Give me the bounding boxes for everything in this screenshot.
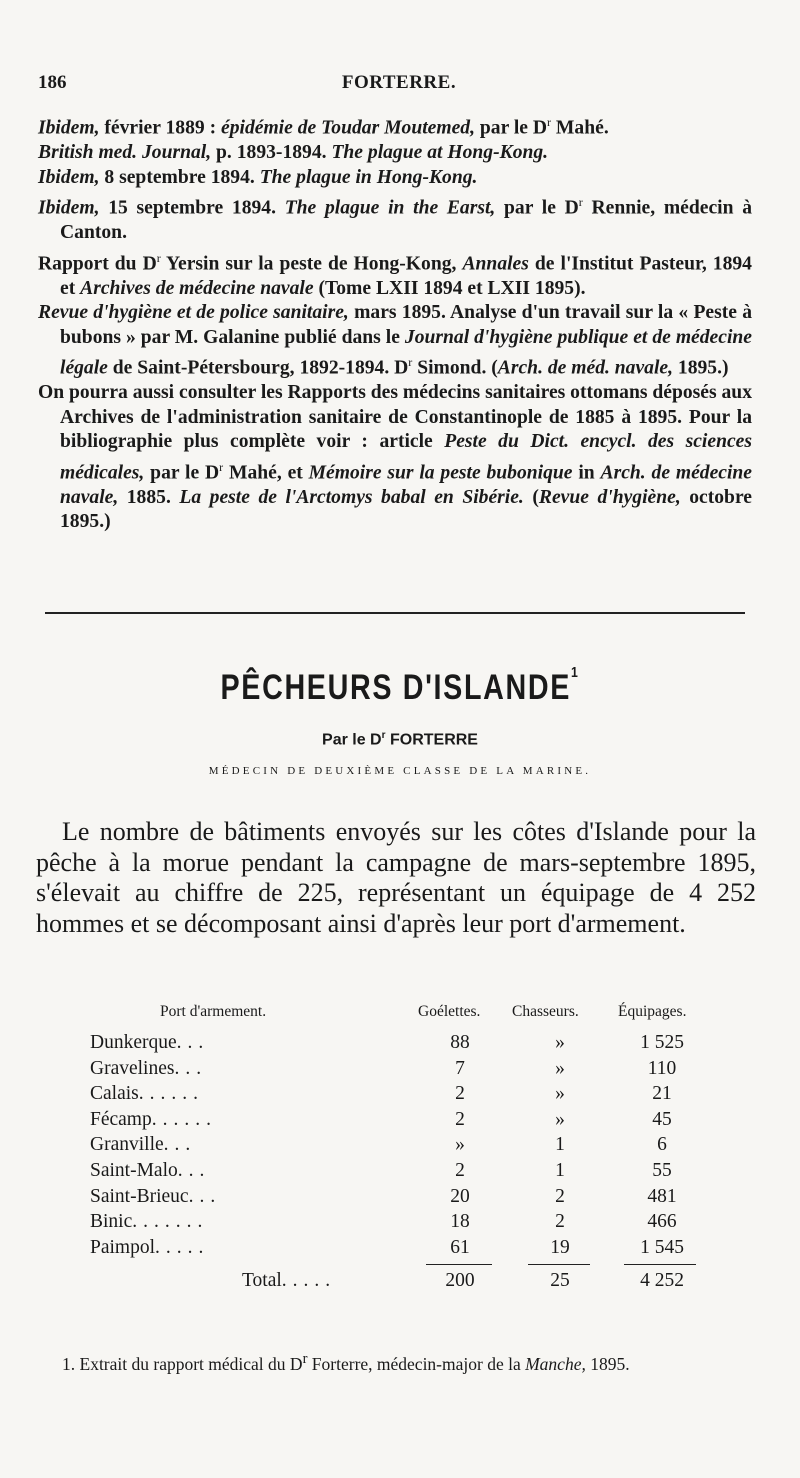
bibliography-text: mars 1895. Analyse d'un travail sur la « Peste à bubons » par M. Galanine publié dans le [60, 302, 753, 348]
bibliography-text: de Saint-Pétersbourg, 1892-1894. D [107, 357, 409, 379]
bibliography-text: Revue d'hygiène et de police sanitaire, [38, 302, 349, 324]
bibliography-text: 1895.) [673, 357, 729, 379]
col-header-equipages: Équipages. [618, 1003, 687, 1020]
bibliography-text: The plague in Hong-Kong. [259, 166, 478, 188]
bibliography-text: r [408, 355, 413, 370]
bibliography-text: Rapport du D [38, 253, 157, 275]
cell-goelettes: 20 [450, 1185, 470, 1207]
cell-goelettes: 2 [455, 1160, 465, 1181]
footnote-sup: r [302, 1351, 308, 1367]
bibliography-text: Yersin sur la peste de Hong-Kong, [160, 253, 463, 275]
port-name-text: Paimpol [90, 1236, 156, 1258]
total-rule-goelettes [426, 1264, 492, 1265]
article-title-text: PÊCHEURS D'ISLANDE [220, 668, 572, 707]
footnote-italic: Manche, [525, 1353, 586, 1374]
bibliography-text: 8 septembre 1894. [99, 166, 260, 188]
bibliography-list [38, 110, 752, 535]
bibliography-text: Simond. ( [412, 357, 498, 379]
port-name-text: Calais [90, 1083, 139, 1105]
table-row [0, 1160, 800, 1186]
cell-goelettes: » [455, 1134, 465, 1156]
bibliography-entry [38, 301, 752, 381]
cell-goelettes: 18 [450, 1211, 470, 1233]
cell-equipages: 110 [647, 1057, 677, 1079]
port-name: Saint-Brieuc... [90, 1185, 222, 1207]
bibliography-text: r [578, 195, 583, 210]
port-name-text: Saint-Brieuc [90, 1185, 189, 1207]
col-header-chasseurs: Chasseurs. [512, 1003, 579, 1020]
bibliography-text: On pourra aussi consulter les Rapports des médecins sanitaires ottomans déposés aux Archives de l'administration sanitaire de Constantinople de 1885 à 1895. Pour la bibliographie plus complète voir : article [38, 382, 752, 453]
total-label-text: Total [242, 1270, 282, 1291]
intro-paragraph [36, 817, 756, 939]
bibliography-text: Journal d'hygiène publique et de médecine légale [60, 326, 752, 379]
bibliography-text: ( [523, 486, 539, 508]
bibliography-entry [38, 166, 752, 191]
bibliography-text: par le D [475, 117, 548, 139]
author-name: FORTERRE [389, 731, 478, 749]
bibliography-text: British med. Journal, [38, 142, 212, 164]
port-name: Paimpol..... [90, 1236, 210, 1258]
bibliography-text: Arch. de méd. navale, [497, 357, 674, 379]
port-name-text: Fécamp [90, 1108, 152, 1130]
intro-text: Le nombre de bâtiments envoyés sur les côtes d'Islande pour la pêche à la morue pendant la campagne de mars-septembre 1895, s'élevait au chiffre de 225, représentant un équipage de 4 252 hommes et se décomposant ainsi d'après leur port d'armement. [36, 817, 756, 938]
cell-equipages: 481 [647, 1185, 677, 1207]
bibliography-text: The plague in the Earst, [284, 197, 496, 219]
bibliography-entry [38, 190, 752, 246]
bibliography-text: Revue d'hygiène, [538, 486, 681, 508]
col-header-port: Port d'armement. [160, 1003, 267, 1020]
bibliography-text: Mahé, et [223, 462, 309, 484]
bibliography-text: Rennie, médecin à Canton. [60, 197, 752, 244]
table-row [0, 1058, 800, 1084]
cell-goelettes: 2 [455, 1083, 465, 1105]
bibliography-text: par le D [495, 197, 579, 219]
cell-chasseurs: 1 [555, 1160, 565, 1181]
footnote-text-c: 1895. [585, 1353, 630, 1374]
total-equipages: 4 252 [640, 1270, 684, 1291]
cell-equipages: 6 [657, 1134, 667, 1156]
bibliography-text: Peste du Dict. encycl. des sciences médicales, [60, 431, 752, 484]
bibliography-text: 15 septembre 1894. [99, 197, 285, 219]
bibliography-text: février 1889 : [99, 117, 222, 139]
cell-goelettes: 2 [455, 1108, 465, 1130]
bibliography-text: p. 1893-1894. [211, 142, 332, 164]
byline [0, 730, 800, 749]
bibliography-text: Arch. de médecine navale, [60, 462, 753, 508]
cell-equipages: 1 525 [640, 1032, 684, 1053]
bibliography-text: in [572, 462, 601, 484]
table-row [0, 1109, 800, 1135]
section-divider [45, 612, 745, 614]
port-name: Saint-Malo... [90, 1160, 211, 1181]
bibliography-text: Archives de médecine navale [80, 277, 314, 299]
total-label: Total..... [242, 1270, 337, 1291]
port-name: Fécamp...... [90, 1108, 217, 1130]
bibliography-text: épidémie de Toudar Moutemed, [221, 117, 475, 139]
port-name: Binic....... [90, 1211, 209, 1233]
bibliography-text: de l'Institut Pasteur, 1894 et [60, 253, 752, 299]
cell-equipages: 55 [652, 1160, 672, 1181]
port-name: Granville... [90, 1134, 197, 1156]
total-goelettes: 200 [445, 1270, 475, 1291]
bibliography-text: (Tome LXII 1894 et LXII 1895). [313, 277, 586, 299]
table-row [0, 1211, 800, 1237]
total-chasseurs: 25 [550, 1270, 570, 1291]
bibliography-entry [38, 381, 752, 535]
cell-chasseurs: » [555, 1083, 565, 1105]
cell-chasseurs: 2 [555, 1185, 565, 1207]
bibliography-text: r [219, 459, 224, 474]
footnote-text-b: Forterre, médecin-major de la [307, 1353, 526, 1374]
table-row [0, 1134, 800, 1160]
bibliography-text: Mahé. [551, 117, 609, 139]
cell-chasseurs: 1 [555, 1134, 565, 1156]
port-name-text: Gravelines [90, 1057, 175, 1079]
total-rule-chasseurs [528, 1264, 590, 1265]
bibliography-text: Ibidem, [38, 166, 100, 188]
bibliography-entry [38, 141, 752, 166]
table-row [0, 1186, 800, 1212]
bibliography-text: par le D [144, 462, 220, 484]
bibliography-text: The plague at Hong-Kong. [331, 142, 549, 164]
port-name-text: Granville [90, 1134, 164, 1156]
table-row [0, 1083, 800, 1109]
bibliography-text: 1885. [118, 486, 180, 508]
running-title: FORTERRE. [341, 72, 457, 93]
col-header-goelettes: Goélettes. [418, 1003, 481, 1020]
cell-equipages: 45 [652, 1108, 672, 1130]
cell-equipages: 1 545 [640, 1236, 684, 1258]
footnote-text-a: Extrait du rapport médical du D [75, 1353, 303, 1374]
byline-sup: r [381, 730, 386, 741]
port-name: Calais...... [90, 1083, 204, 1105]
bibliography-entry [38, 246, 752, 302]
bibliography-text: Mémoire sur la peste bubonique [308, 462, 573, 484]
bibliography-text: La peste de l'Arctomys babal en Sibérie. [179, 486, 524, 508]
total-rule-equipages [624, 1264, 696, 1265]
cell-goelettes: 88 [450, 1032, 470, 1053]
bibliography-text: Ibidem, [38, 117, 100, 139]
footnote-number: 1. [62, 1353, 76, 1374]
cell-chasseurs: » [555, 1032, 565, 1053]
table-row [0, 1237, 800, 1263]
page-number: 186 [38, 72, 67, 93]
port-name: Gravelines... [90, 1057, 208, 1079]
bibliography-text: Annales [462, 253, 529, 275]
bibliography-entry [38, 110, 752, 141]
author-rank: MÉDECIN DE DEUXIÈME CLASSE DE LA MARINE. [208, 765, 592, 777]
bibliography-text: octobre 1895.) [60, 486, 752, 533]
cell-chasseurs: 19 [550, 1236, 570, 1258]
cell-goelettes: 7 [455, 1057, 465, 1079]
byline-prefix: Par le D [322, 731, 382, 749]
port-name-text: Binic [90, 1211, 133, 1233]
port-name-text: Saint-Malo [90, 1160, 178, 1181]
article-title [72, 664, 728, 708]
total-row [0, 1270, 800, 1296]
cell-chasseurs: 2 [555, 1211, 565, 1233]
cell-goelettes: 61 [450, 1236, 470, 1258]
running-header [38, 72, 760, 102]
footnote [36, 1347, 756, 1376]
bibliography-text: Ibidem, [38, 197, 100, 219]
bibliography-text: r [156, 250, 161, 265]
cell-chasseurs: » [555, 1057, 565, 1079]
cell-chasseurs: » [555, 1108, 565, 1130]
cell-equipages: 466 [647, 1211, 677, 1233]
table-row [0, 1032, 800, 1058]
port-name-text: Dunkerque [90, 1032, 177, 1053]
title-note-mark: 1 [571, 664, 580, 681]
bibliography-text: r [547, 115, 552, 129]
port-name: Dunkerque... [90, 1032, 210, 1053]
cell-equipages: 21 [652, 1083, 672, 1105]
